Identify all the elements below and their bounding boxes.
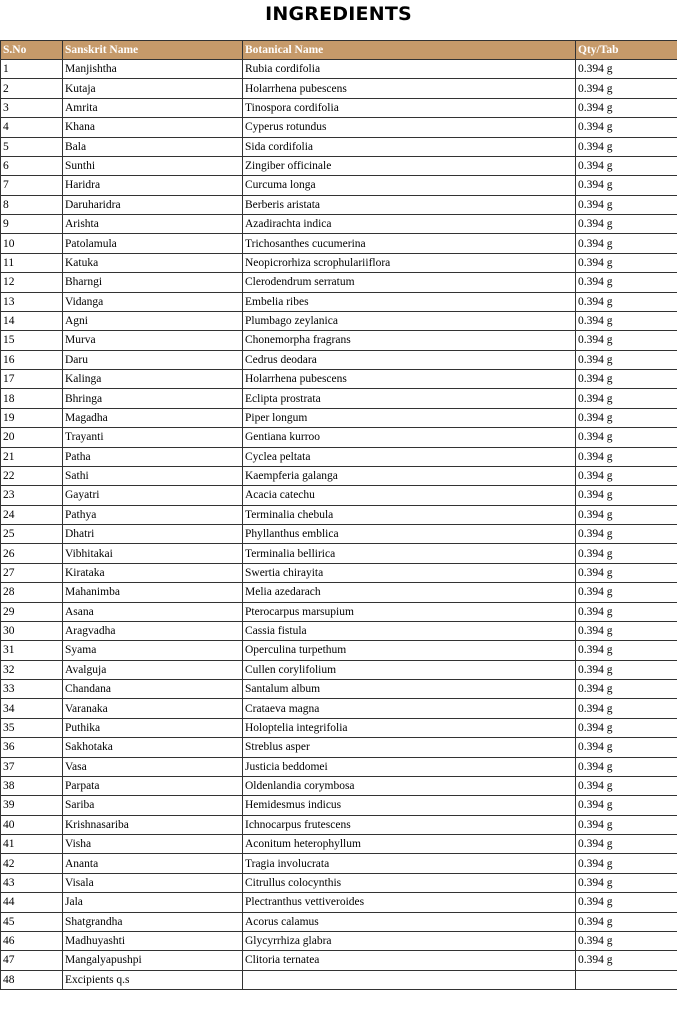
cell-qty: 0.394 g: [576, 583, 677, 602]
cell-sno: 22: [1, 466, 63, 485]
cell-botanical-name: Clerodendrum serratum: [243, 273, 576, 292]
cell-sanskrit-name: Vasa: [63, 757, 243, 776]
cell-qty: 0.394 g: [576, 544, 677, 563]
cell-qty: 0.394 g: [576, 408, 677, 427]
table-row: [1, 796, 677, 815]
cell-sanskrit-name: Mangalyapushpi: [63, 951, 243, 970]
cell-qty: 0.394 g: [576, 60, 677, 79]
cell-botanical-name: Aconitum heterophyllum: [243, 835, 576, 854]
cell-botanical-name: Curcuma longa: [243, 176, 576, 195]
cell-botanical-name: Plumbago zeylanica: [243, 311, 576, 330]
cell-sno: 8: [1, 195, 63, 214]
cell-sanskrit-name: Pathya: [63, 505, 243, 524]
cell-botanical-name: Piper longum: [243, 408, 576, 427]
cell-qty: 0.394 g: [576, 505, 677, 524]
cell-sanskrit-name: Madhuyashti: [63, 931, 243, 950]
table-row: [1, 660, 677, 679]
cell-sanskrit-name: Sakhotaka: [63, 738, 243, 757]
cell-sanskrit-name: Ananta: [63, 854, 243, 873]
cell-sanskrit-name: Sunthi: [63, 156, 243, 175]
table-row: [1, 602, 677, 621]
table-row: [1, 815, 677, 834]
cell-botanical-name: Oldenlandia corymbosa: [243, 776, 576, 795]
cell-qty: 0.394 g: [576, 641, 677, 660]
table-row: [1, 525, 677, 544]
cell-sno: 44: [1, 893, 63, 912]
cell-botanical-name: Cyperus rotundus: [243, 118, 576, 137]
header-qty-tab: Qty/Tab: [576, 41, 677, 60]
cell-qty: 0.394 g: [576, 699, 677, 718]
cell-sanskrit-name: Kalinga: [63, 370, 243, 389]
table-row: [1, 912, 677, 931]
table-row: [1, 621, 677, 640]
cell-botanical-name: Clitoria ternatea: [243, 951, 576, 970]
cell-botanical-name: Hemidesmus indicus: [243, 796, 576, 815]
cell-qty: 0.394 g: [576, 660, 677, 679]
cell-sno: 29: [1, 602, 63, 621]
cell-qty: 0.394 g: [576, 873, 677, 892]
cell-sanskrit-name: Visha: [63, 835, 243, 854]
table-row: [1, 350, 677, 369]
cell-botanical-name: Streblus asper: [243, 738, 576, 757]
cell-sanskrit-name: Patolamula: [63, 234, 243, 253]
table-row: [1, 195, 677, 214]
cell-sno: 13: [1, 292, 63, 311]
table-row: [1, 893, 677, 912]
cell-qty: 0.394 g: [576, 602, 677, 621]
cell-botanical-name: Crataeva magna: [243, 699, 576, 718]
cell-qty: 0.394 g: [576, 428, 677, 447]
cell-qty: [576, 970, 677, 989]
cell-sno: 21: [1, 447, 63, 466]
table-row: [1, 505, 677, 524]
cell-botanical-name: [243, 970, 576, 989]
cell-sanskrit-name: Jala: [63, 893, 243, 912]
cell-sanskrit-name: Aragvadha: [63, 621, 243, 640]
cell-sno: 47: [1, 951, 63, 970]
table-row: [1, 970, 677, 989]
cell-sno: 38: [1, 776, 63, 795]
cell-qty: 0.394 g: [576, 137, 677, 156]
header-sno: S.No: [1, 41, 63, 60]
cell-botanical-name: Tragia involucrata: [243, 854, 576, 873]
cell-sanskrit-name: Sariba: [63, 796, 243, 815]
cell-sanskrit-name: Shatgrandha: [63, 912, 243, 931]
cell-qty: 0.394 g: [576, 486, 677, 505]
cell-sno: 48: [1, 970, 63, 989]
table-row: [1, 854, 677, 873]
cell-qty: 0.394 g: [576, 389, 677, 408]
cell-qty: 0.394 g: [576, 273, 677, 292]
cell-sanskrit-name: Parpata: [63, 776, 243, 795]
cell-botanical-name: Holoptelia integrifolia: [243, 718, 576, 737]
cell-sno: 15: [1, 331, 63, 350]
cell-sno: 23: [1, 486, 63, 505]
cell-qty: 0.394 g: [576, 447, 677, 466]
table-row: [1, 641, 677, 660]
cell-sanskrit-name: Kirataka: [63, 563, 243, 582]
cell-sno: 37: [1, 757, 63, 776]
table-row: [1, 738, 677, 757]
cell-qty: 0.394 g: [576, 931, 677, 950]
cell-qty: 0.394 g: [576, 776, 677, 795]
cell-botanical-name: Ichnocarpus frutescens: [243, 815, 576, 834]
cell-sno: 46: [1, 931, 63, 950]
cell-sanskrit-name: Dhatri: [63, 525, 243, 544]
table-row: [1, 699, 677, 718]
cell-sanskrit-name: Daruharidra: [63, 195, 243, 214]
cell-qty: 0.394 g: [576, 370, 677, 389]
header-sanskrit-name: Sanskrit Name: [63, 41, 243, 60]
cell-sanskrit-name: Varanaka: [63, 699, 243, 718]
cell-qty: 0.394 g: [576, 253, 677, 272]
cell-qty: 0.394 g: [576, 796, 677, 815]
cell-botanical-name: Neopicrorhiza scrophulariiflora: [243, 253, 576, 272]
table-row: [1, 273, 677, 292]
cell-qty: 0.394 g: [576, 718, 677, 737]
table-row: [1, 234, 677, 253]
cell-qty: 0.394 g: [576, 350, 677, 369]
table-row: [1, 408, 677, 427]
cell-sanskrit-name: Haridra: [63, 176, 243, 195]
cell-sno: 6: [1, 156, 63, 175]
cell-sno: 39: [1, 796, 63, 815]
cell-botanical-name: Acacia catechu: [243, 486, 576, 505]
table-row: [1, 835, 677, 854]
cell-sanskrit-name: Gayatri: [63, 486, 243, 505]
cell-sno: 4: [1, 118, 63, 137]
cell-sno: 20: [1, 428, 63, 447]
cell-sanskrit-name: Visala: [63, 873, 243, 892]
cell-botanical-name: Holarrhena pubescens: [243, 79, 576, 98]
cell-sno: 34: [1, 699, 63, 718]
cell-qty: 0.394 g: [576, 893, 677, 912]
cell-botanical-name: Phyllanthus emblica: [243, 525, 576, 544]
table-row: [1, 253, 677, 272]
cell-botanical-name: Rubia cordifolia: [243, 60, 576, 79]
cell-sanskrit-name: Chandana: [63, 680, 243, 699]
cell-sanskrit-name: Katuka: [63, 253, 243, 272]
cell-botanical-name: Cedrus deodara: [243, 350, 576, 369]
cell-botanical-name: Sida cordifolia: [243, 137, 576, 156]
table-row: [1, 931, 677, 950]
cell-qty: 0.394 g: [576, 738, 677, 757]
cell-sno: 31: [1, 641, 63, 660]
cell-qty: 0.394 g: [576, 912, 677, 931]
cell-botanical-name: Operculina turpethum: [243, 641, 576, 660]
table-row: [1, 118, 677, 137]
cell-sno: 35: [1, 718, 63, 737]
cell-sno: 42: [1, 854, 63, 873]
cell-botanical-name: Acorus calamus: [243, 912, 576, 931]
table-row: [1, 757, 677, 776]
cell-sno: 7: [1, 176, 63, 195]
cell-qty: 0.394 g: [576, 466, 677, 485]
cell-qty: 0.394 g: [576, 118, 677, 137]
cell-sno: 1: [1, 60, 63, 79]
cell-sanskrit-name: Asana: [63, 602, 243, 621]
cell-botanical-name: Embelia ribes: [243, 292, 576, 311]
table-row: [1, 466, 677, 485]
cell-sno: 11: [1, 253, 63, 272]
table-row: [1, 311, 677, 330]
cell-sanskrit-name: Manjishtha: [63, 60, 243, 79]
table-row: [1, 447, 677, 466]
cell-sanskrit-name: Vidanga: [63, 292, 243, 311]
cell-sno: 25: [1, 525, 63, 544]
cell-sanskrit-name: Bhringa: [63, 389, 243, 408]
cell-qty: 0.394 g: [576, 176, 677, 195]
cell-sno: 43: [1, 873, 63, 892]
cell-qty: 0.394 g: [576, 311, 677, 330]
cell-qty: 0.394 g: [576, 680, 677, 699]
cell-botanical-name: Cullen corylifolium: [243, 660, 576, 679]
cell-sanskrit-name: Amrita: [63, 98, 243, 117]
cell-sno: 12: [1, 273, 63, 292]
cell-botanical-name: Cassia fistula: [243, 621, 576, 640]
header-botanical-name: Botanical Name: [243, 41, 576, 60]
table-row: [1, 951, 677, 970]
cell-sno: 32: [1, 660, 63, 679]
cell-botanical-name: Tinospora cordifolia: [243, 98, 576, 117]
cell-sanskrit-name: Vibhitakai: [63, 544, 243, 563]
cell-sanskrit-name: Syama: [63, 641, 243, 660]
cell-sanskrit-name: Mahanimba: [63, 583, 243, 602]
cell-sno: 16: [1, 350, 63, 369]
cell-sno: 17: [1, 370, 63, 389]
cell-botanical-name: Berberis aristata: [243, 195, 576, 214]
cell-botanical-name: Plectranthus vettiveroides: [243, 893, 576, 912]
cell-sno: 10: [1, 234, 63, 253]
cell-sno: 33: [1, 680, 63, 699]
cell-qty: 0.394 g: [576, 854, 677, 873]
cell-botanical-name: Glycyrrhiza glabra: [243, 931, 576, 950]
table-row: [1, 718, 677, 737]
table-row: [1, 79, 677, 98]
cell-qty: 0.394 g: [576, 815, 677, 834]
cell-sno: 2: [1, 79, 63, 98]
cell-botanical-name: Cyclea peltata: [243, 447, 576, 466]
cell-qty: 0.394 g: [576, 621, 677, 640]
table-row: [1, 563, 677, 582]
table-header-row: [1, 41, 677, 60]
cell-qty: 0.394 g: [576, 292, 677, 311]
cell-sanskrit-name: Bharngi: [63, 273, 243, 292]
cell-botanical-name: Gentiana kurroo: [243, 428, 576, 447]
cell-sno: 24: [1, 505, 63, 524]
cell-sno: 19: [1, 408, 63, 427]
page-title: INGREDIENTS: [265, 3, 412, 25]
cell-qty: 0.394 g: [576, 757, 677, 776]
cell-sanskrit-name: Daru: [63, 350, 243, 369]
cell-sno: 45: [1, 912, 63, 931]
cell-sno: 30: [1, 621, 63, 640]
cell-sanskrit-name: Magadha: [63, 408, 243, 427]
table-row: [1, 215, 677, 234]
table-row: [1, 583, 677, 602]
cell-sanskrit-name: Excipients q.s: [63, 970, 243, 989]
cell-sanskrit-name: Krishnasariba: [63, 815, 243, 834]
cell-botanical-name: Trichosanthes cucumerina: [243, 234, 576, 253]
table-row: [1, 428, 677, 447]
cell-sanskrit-name: Sathi: [63, 466, 243, 485]
cell-sno: 14: [1, 311, 63, 330]
cell-botanical-name: Melia azedarach: [243, 583, 576, 602]
cell-qty: 0.394 g: [576, 331, 677, 350]
cell-botanical-name: Zingiber officinale: [243, 156, 576, 175]
cell-sno: 36: [1, 738, 63, 757]
cell-botanical-name: Holarrhena pubescens: [243, 370, 576, 389]
cell-botanical-name: Terminalia chebula: [243, 505, 576, 524]
cell-qty: 0.394 g: [576, 835, 677, 854]
cell-botanical-name: Eclipta prostrata: [243, 389, 576, 408]
table-row: [1, 389, 677, 408]
cell-sno: 40: [1, 815, 63, 834]
table-row: [1, 137, 677, 156]
table-row: [1, 873, 677, 892]
cell-botanical-name: Citrullus colocynthis: [243, 873, 576, 892]
cell-sanskrit-name: Trayanti: [63, 428, 243, 447]
cell-qty: 0.394 g: [576, 156, 677, 175]
cell-sanskrit-name: Arishta: [63, 215, 243, 234]
cell-sanskrit-name: Bala: [63, 137, 243, 156]
cell-qty: 0.394 g: [576, 98, 677, 117]
table-row: [1, 156, 677, 175]
cell-qty: 0.394 g: [576, 234, 677, 253]
cell-qty: 0.394 g: [576, 951, 677, 970]
table-row: [1, 292, 677, 311]
cell-botanical-name: Justicia beddomei: [243, 757, 576, 776]
cell-botanical-name: Azadirachta indica: [243, 215, 576, 234]
cell-qty: 0.394 g: [576, 195, 677, 214]
cell-sno: 3: [1, 98, 63, 117]
table-row: [1, 776, 677, 795]
cell-botanical-name: Terminalia bellirica: [243, 544, 576, 563]
cell-sanskrit-name: Khana: [63, 118, 243, 137]
table-row: [1, 60, 677, 79]
ingredients-table: [0, 40, 677, 990]
cell-qty: 0.394 g: [576, 525, 677, 544]
table-row: [1, 544, 677, 563]
cell-qty: 0.394 g: [576, 79, 677, 98]
cell-botanical-name: Kaempferia galanga: [243, 466, 576, 485]
table-row: [1, 680, 677, 699]
cell-sanskrit-name: Avalguja: [63, 660, 243, 679]
cell-sanskrit-name: Kutaja: [63, 79, 243, 98]
cell-sno: 41: [1, 835, 63, 854]
cell-sno: 9: [1, 215, 63, 234]
cell-sno: 26: [1, 544, 63, 563]
cell-botanical-name: Chonemorpha fragrans: [243, 331, 576, 350]
cell-botanical-name: Swertia chirayita: [243, 563, 576, 582]
table-row: [1, 370, 677, 389]
table-row: [1, 176, 677, 195]
table-row: [1, 486, 677, 505]
cell-sanskrit-name: Agni: [63, 311, 243, 330]
table-row: [1, 331, 677, 350]
cell-sanskrit-name: Patha: [63, 447, 243, 466]
cell-qty: 0.394 g: [576, 215, 677, 234]
cell-botanical-name: Santalum album: [243, 680, 576, 699]
cell-sno: 5: [1, 137, 63, 156]
cell-sanskrit-name: Murva: [63, 331, 243, 350]
cell-sno: 18: [1, 389, 63, 408]
cell-sno: 27: [1, 563, 63, 582]
table-row: [1, 98, 677, 117]
cell-qty: 0.394 g: [576, 563, 677, 582]
cell-botanical-name: Pterocarpus marsupium: [243, 602, 576, 621]
cell-sanskrit-name: Puthika: [63, 718, 243, 737]
cell-sno: 28: [1, 583, 63, 602]
